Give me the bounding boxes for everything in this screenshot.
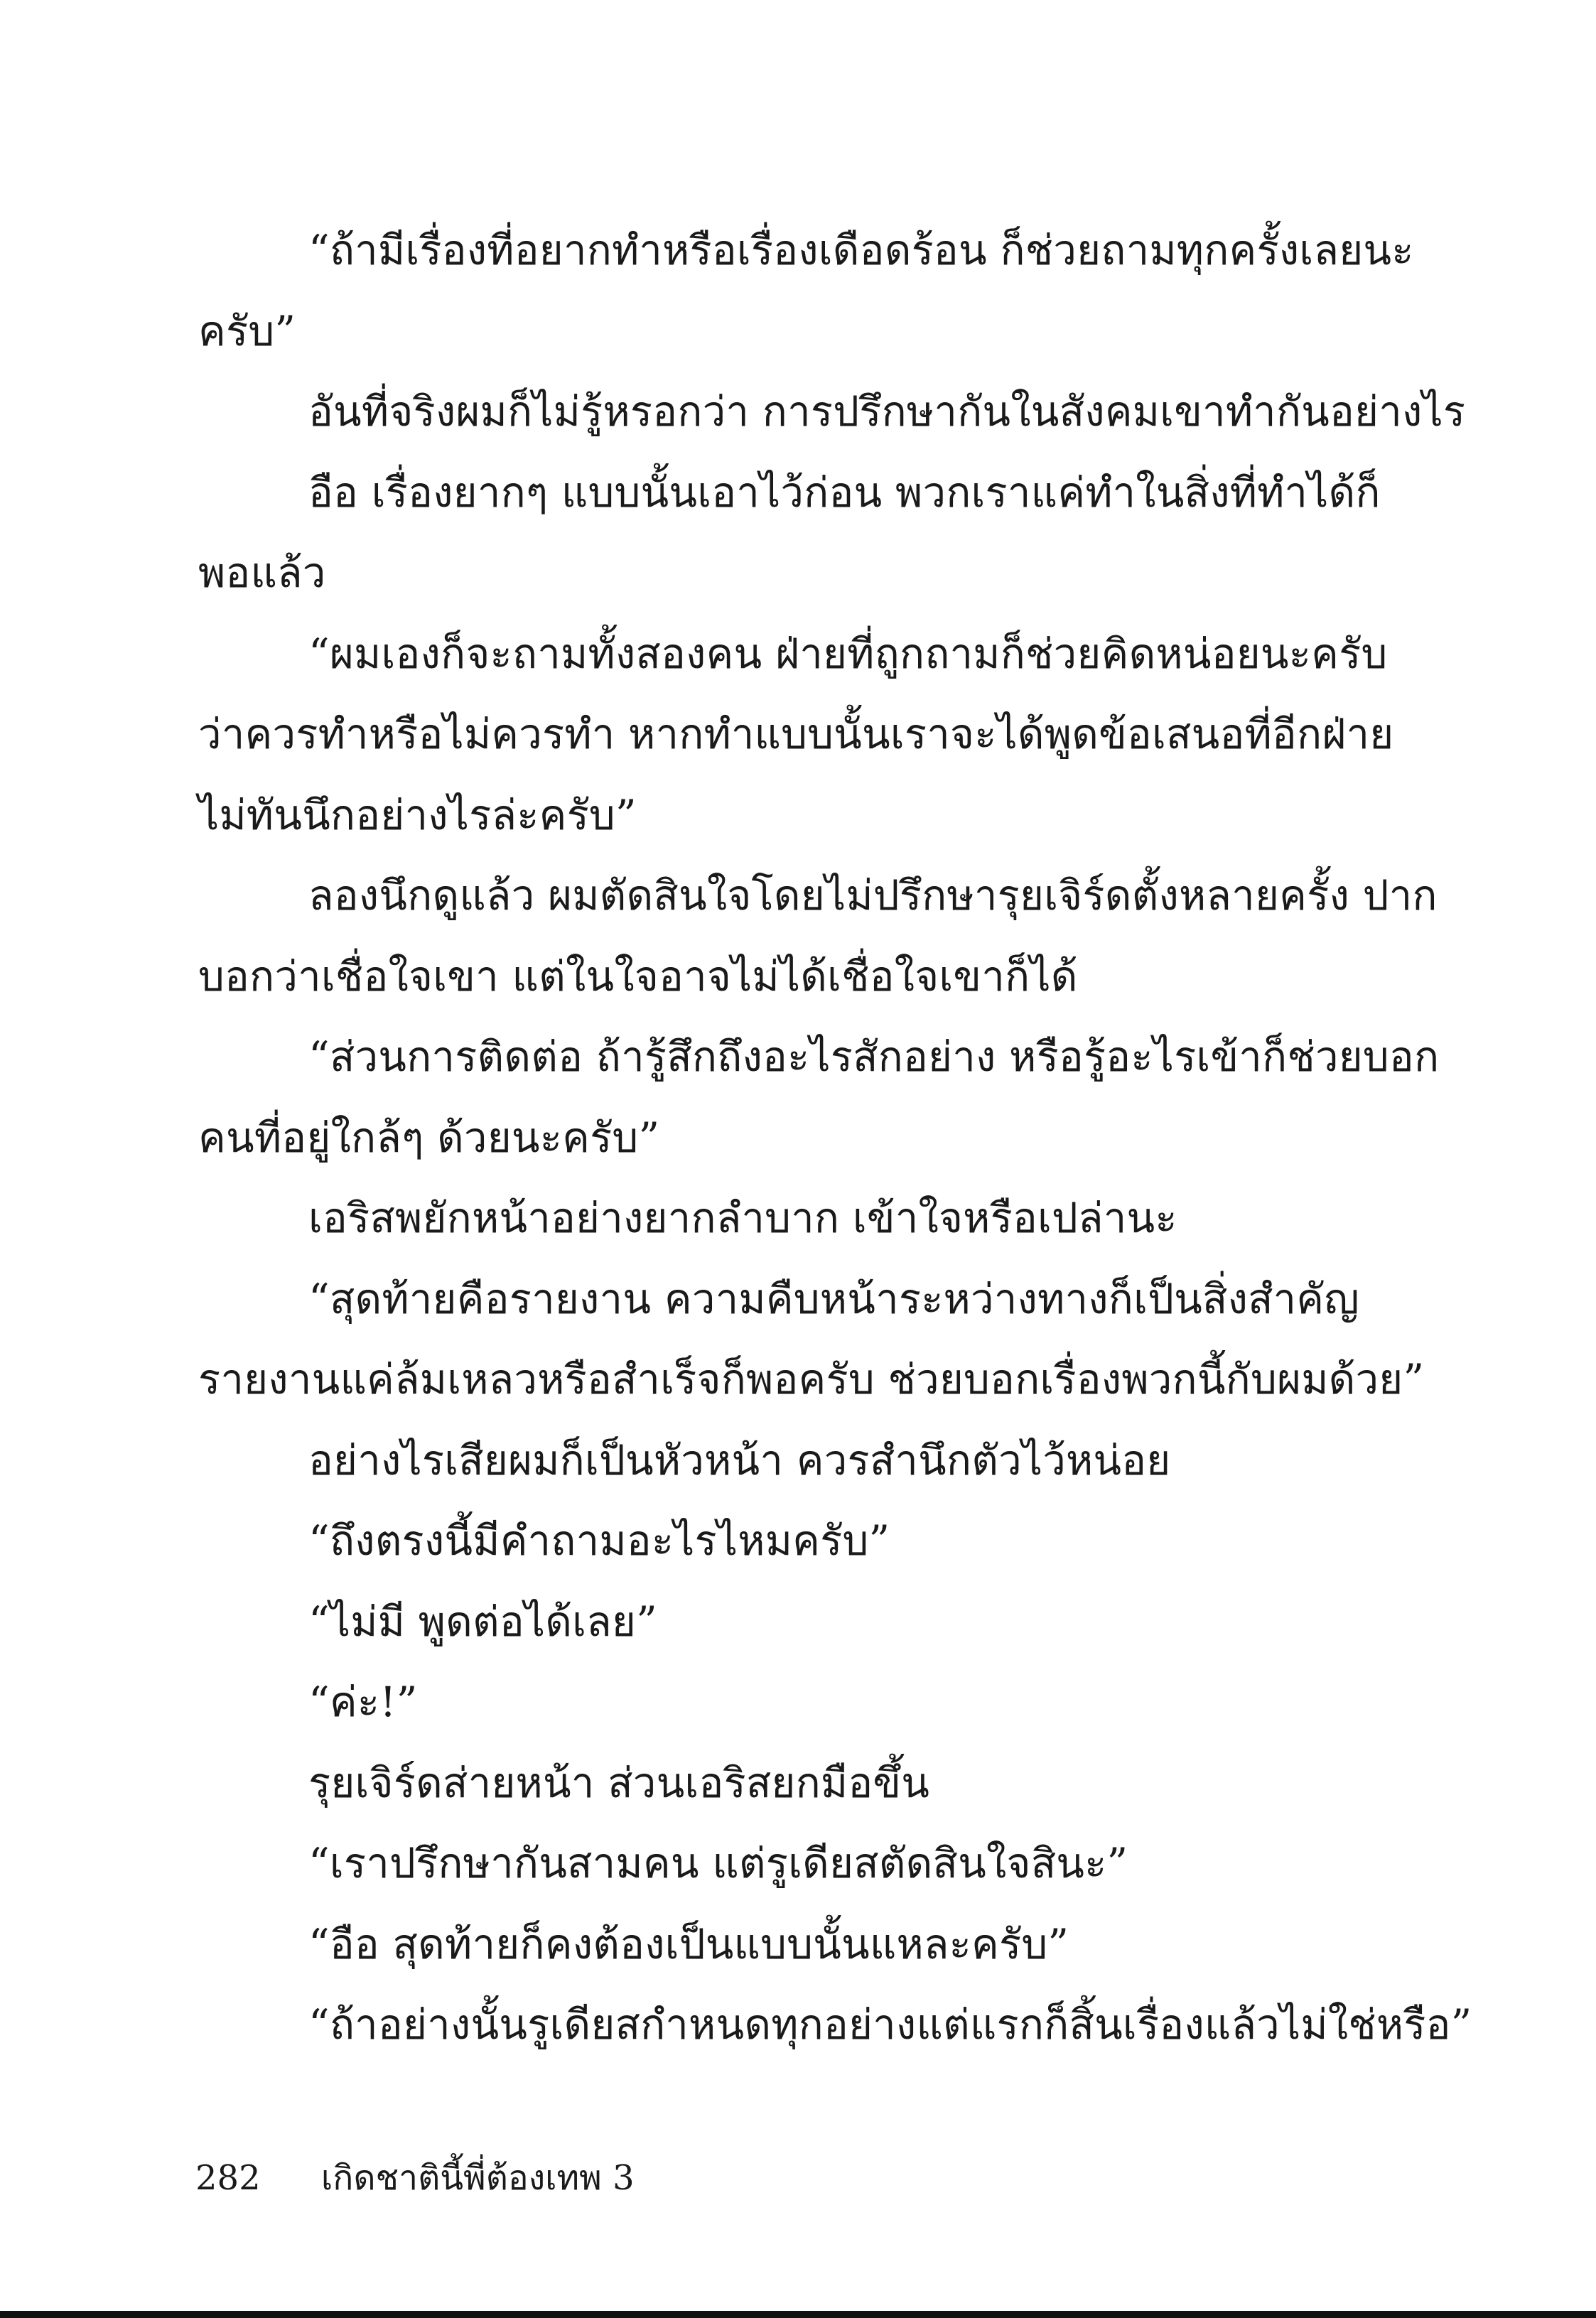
text-line: คนที่อยู่ใกล้ๆ ด้วยนะครับ”	[198, 1113, 660, 1162]
running-title: เกิดชาตินี้พี่ต้องเทพ 3	[320, 2158, 635, 2198]
text-line: เอริสพยักหน้าอย่างยากลำบาก เข้าใจหรือเปล่านะ	[308, 1194, 1177, 1242]
page-number: 282	[195, 2158, 261, 2198]
text-line: อันที่จริงผมก็ไม่รู้หรอกว่า การปรึกษากันในสังคมเขาทำกันอย่างไร	[308, 387, 1466, 436]
text-line: บอกว่าเชื่อใจเขา แต่ในใจอาจไม่ได้เชื่อใจเขาก็ได้	[198, 952, 1078, 1001]
text-line: รุยเจิร์ดส่ายหน้า ส่วนเอริสยกมือขึ้น	[308, 1758, 930, 1807]
text-line: รายงานแค่ล้มเหลวหรือสำเร็จก็พอครับ ช่วยบอกเรื่องพวกนี้กับผมด้วย”	[198, 1355, 1425, 1403]
text-line: “อือ สุดท้ายก็คงต้องเป็นแบบนั้นแหละครับ”	[308, 1919, 1069, 1968]
text-line: “สุดท้ายคือรายงาน ความคืบหน้าระหว่างทางก็เป็นสิ่งสำคัญ	[308, 1274, 1359, 1323]
page-footer	[195, 2153, 635, 2203]
text-line: “ส่วนการติดต่อ ถ้ารู้สึกถึงอะไรสักอย่าง หรือรู้อะไรเข้าก็ช่วยบอก	[308, 1033, 1440, 1081]
text-line: “ถึงตรงนี้มีคำถามอะไรไหมครับ”	[308, 1516, 890, 1565]
text-line: “เราปรึกษากันสามคน แต่รูเดียสตัดสินใจสินะ”	[308, 1839, 1128, 1887]
text-line: “ถ้าอย่างนั้นรูเดียสกำหนดทุกอย่างแต่แรกก็สิ้นเรื่องแล้วไม่ใช่หรือ”	[308, 2000, 1472, 2049]
text-line: “ถ้ามีเรื่องที่อยากทำหรือเรื่องเดือดร้อน ก็ช่วยถามทุกครั้งเลยนะ	[308, 226, 1414, 274]
text-line: อย่างไรเสียผมก็เป็นหัวหน้า ควรสำนึกตัวไว้หน่อย	[308, 1435, 1171, 1484]
text-line: พอแล้ว	[198, 549, 326, 597]
text-line: “ไม่มี พูดต่อได้เลย”	[308, 1597, 657, 1646]
text-line: ไม่ทันนึกอย่างไรล่ะครับ”	[198, 790, 637, 839]
text-line: อือ เรื่องยากๆ แบบนั้นเอาไว้ก่อน พวกเราแค่ทำในสิ่งที่ทำได้ก็	[308, 468, 1381, 517]
page-body-text	[198, 210, 1472, 2066]
text-line: ลองนึกดูแล้ว ผมตัดสินใจโดยไม่ปรึกษารุยเจิร์ดตั้งหลายครั้ง ปาก	[308, 871, 1438, 920]
text-line: ว่าควรทำหรือไม่ควรทำ หากทำแบบนั้นเราจะได้พูดข้อเสนอที่อีกฝ่าย	[198, 710, 1394, 758]
text-line: “ผมเองก็จะถามทั้งสองคน ฝ่ายที่ถูกถามก็ช่วยคิดหน่อยนะครับ	[308, 629, 1388, 678]
text-line: ครับ”	[198, 306, 296, 355]
bottom-edge-rule	[0, 2311, 1596, 2318]
text-line: “ค่ะ!”	[308, 1678, 418, 1726]
